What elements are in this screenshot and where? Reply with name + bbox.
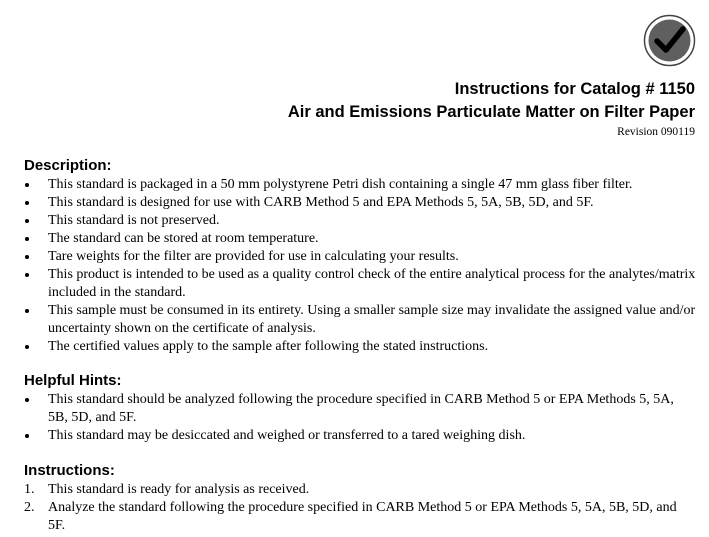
- description-list: [0, 176, 709, 356]
- hints-list: [0, 391, 709, 445]
- instructions-heading: Instructions:: [24, 462, 115, 479]
- document-header: [288, 78, 695, 139]
- list-item: This standard is not preserved.: [0, 212, 709, 230]
- bullet-icon: [25, 219, 29, 223]
- list-item: 2. Analyze the standard following the procedure specified in CARB Method 5 or EPA Methods 5, 5A, 5B, 5D, and 5F.: [24, 500, 677, 533]
- bullet-icon: [25, 398, 29, 402]
- list-item: This product is intended to be used as a quality control check of the entire analytical process for the analytes/matrix included in the standard.: [0, 266, 709, 302]
- revision-label: Revision 090119: [617, 126, 695, 138]
- bullet-icon: [25, 273, 29, 277]
- bullet-icon: [25, 309, 29, 313]
- list-item: This standard may be desiccated and weighed or transferred to a tared weighing dish.: [0, 427, 709, 445]
- list-item: Tare weights for the filter are provided for use in calculating your results.: [0, 248, 709, 266]
- checkmark-circle-icon: [643, 14, 696, 67]
- bullet-icon: [25, 345, 29, 349]
- helpful-hints-heading: Helpful Hints:: [24, 372, 122, 389]
- title-line-1: Instructions for Catalog # 1150: [454, 80, 695, 98]
- instructions-list: [0, 481, 709, 535]
- list-item: This standard is packaged in a 50 mm polystyrene Petri dish containing a single 47 mm glass fiber filter.: [0, 176, 709, 194]
- list-item: This standard should be analyzed following the procedure specified in CARB Method 5 or EPA Methods 5, 5A, 5B, 5D, and 5F.: [0, 391, 709, 427]
- step-number: 1.: [24, 482, 35, 497]
- bullet-icon: [25, 434, 29, 438]
- title-line-2: Air and Emissions Particulate Matter on Filter Paper: [287, 103, 695, 121]
- bullet-icon: [25, 183, 29, 187]
- step-number: 2.: [24, 500, 35, 515]
- list-item: This sample must be consumed in its entirety. Using a smaller sample size may invalidate the assigned value and/or uncertainty shown on the certificate of analysis.: [0, 302, 709, 338]
- description-heading: Description:: [24, 157, 112, 174]
- list-item: The standard can be stored at room temperature.: [0, 230, 709, 248]
- bullet-icon: [25, 201, 29, 205]
- list-item: 1. This standard is ready for analysis as received.: [24, 482, 310, 497]
- bullet-icon: [25, 237, 29, 241]
- bullet-icon: [25, 255, 29, 259]
- list-item: The certified values apply to the sample after following the stated instructions.: [0, 338, 709, 356]
- list-item: This standard is designed for use with CARB Method 5 and EPA Methods 5, 5A, 5B, 5D, and 5F.: [0, 194, 709, 212]
